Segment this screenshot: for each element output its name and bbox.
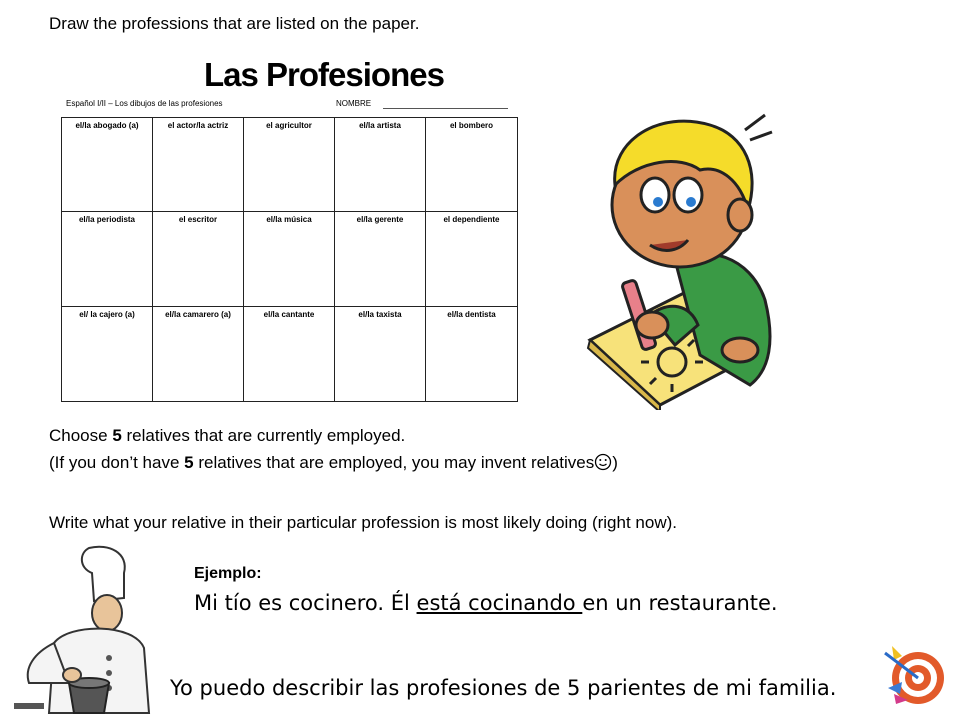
instruction-invent-relatives: (If you don’t have 5 relatives that are employed, you may invent relatives ) xyxy=(49,453,618,472)
target-logo-icon xyxy=(880,638,946,708)
worksheet-cell: el/la artista xyxy=(335,118,426,212)
instruction-write-doing: Write what your relative in their particular profession is most likely doing (right now). xyxy=(49,513,677,532)
worksheet-cell: el/la abogado (a) xyxy=(62,118,153,212)
worksheet-cell: el/la periodista xyxy=(62,212,153,306)
worksheet-name-label: NOMBRE xyxy=(336,99,372,108)
worksheet-cell: el/la cantante xyxy=(244,307,335,401)
worksheet-grid xyxy=(61,117,518,402)
worksheet-cell: el agricultor xyxy=(244,118,335,212)
drawing-boy-icon xyxy=(580,100,780,410)
chef-icon xyxy=(14,543,154,715)
worksheet-cell: el bombero xyxy=(426,118,517,212)
example-label: Ejemplo: xyxy=(194,565,262,582)
worksheet-title: Las Profesiones xyxy=(204,56,444,93)
worksheet-subtitle: Español I/II – Los dibujos de las profesiones xyxy=(66,99,223,108)
worksheet-cell: el dependiente xyxy=(426,212,517,306)
instruction-text: Draw the professions that are listed on the paper. xyxy=(49,14,420,33)
worksheet-cell: el/ la cajero (a) xyxy=(62,307,153,401)
worksheet-cell: el actor/la actriz xyxy=(153,118,244,212)
instruction-choose-relatives: Choose 5 relatives that are currently employed. xyxy=(49,426,406,445)
smiley-icon xyxy=(594,453,612,471)
worksheet-cell: el/la taxista xyxy=(335,307,426,401)
worksheet-name-line xyxy=(383,108,508,109)
final-sentence: Yo puedo describir las profesiones de 5 parientes de mi familia. xyxy=(170,676,837,700)
worksheet-cell: el/la gerente xyxy=(335,212,426,306)
worksheet-cell: el/la dentista xyxy=(447,309,496,319)
example-sentence: Mi tío es cocinero. Él está cocinando en un restaurante. xyxy=(194,591,778,615)
worksheet-cell: el escritor xyxy=(153,212,244,306)
worksheet-cell: el/la música xyxy=(244,212,335,306)
worksheet-cell: el/la camarero (a) xyxy=(153,307,244,401)
